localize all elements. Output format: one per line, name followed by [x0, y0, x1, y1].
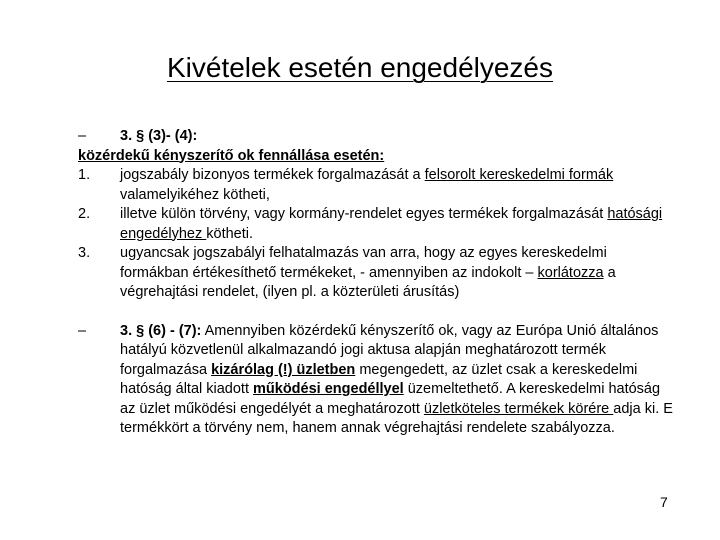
item-text: a végrehajtási rendelet, (ilyen pl. a közterületi árusítás)	[120, 264, 616, 300]
list-item	[78, 166, 678, 205]
paragraph-text: adja ki. E termékkört a törvény nem, hanem annak végrehajtási rendelete szabályozza.	[120, 400, 673, 436]
slide-body	[78, 127, 678, 439]
underlined-text: üzletköteles termékek körére	[423, 400, 614, 417]
list-number: 2.	[78, 206, 91, 222]
list-item	[78, 205, 678, 244]
dash-marker: –	[78, 128, 87, 144]
item-text: jogszabály bizonyos termékek forgalmazását a	[120, 167, 425, 183]
section2-paragraph	[78, 322, 678, 439]
emphasis-text: kizárólag (!) üzletben	[211, 361, 356, 378]
item-text: kötheti.	[206, 225, 254, 242]
list-number: 3.	[78, 245, 91, 261]
list-item	[78, 244, 678, 303]
section1-heading: 3. § (3)- (4):	[120, 128, 198, 144]
spacer	[78, 303, 678, 322]
item-underlined-text: korlátozza	[537, 264, 604, 281]
emphasis-text: működési engedéllyel	[253, 381, 404, 397]
section1-subheading: közérdekű kényszerítő ok fennállása esetén:	[78, 147, 385, 164]
paragraph-text: megengedett, az üzlet csak a kereskedelmi hatóság által kiadott	[120, 361, 638, 397]
list-number: 1.	[78, 167, 91, 183]
item-underlined-text: felsorolt kereskedelmi formák	[424, 167, 614, 183]
paragraph-text: üzemeltethető. A kereskedelmi hatóság az üzlet működési engedélyét a meghatározott	[120, 381, 661, 417]
item-text: ugyancsak jogszabályi felhatalmazás van arra, hogy az egyes kereskedelmi formákban értékesíthető termékeket, - amennyiben az indokolt –	[120, 245, 607, 281]
dash-marker: –	[78, 322, 87, 339]
item-text: illetve külön törvény, vagy kormány-rendelet egyes termékek forgalmazását	[120, 206, 608, 222]
item-text: valamelyikéhez kötheti,	[120, 186, 270, 203]
item-underlined-text: hatósági engedélyhez	[120, 206, 663, 242]
slide-title: Kivételek esetén engedélyezés	[166, 52, 554, 83]
section1-header	[78, 127, 678, 147]
paragraph-text: Amennyiben közérdekű kényszerítő ok, vagy az Európa Unió általános hatályú közvetlenül alkalmazandó jogi aktusa alapján meghatározott termék forgalmazása	[120, 322, 659, 378]
page-number: 7	[660, 494, 668, 510]
section2-heading: 3. § (6) - (7):	[120, 322, 202, 339]
